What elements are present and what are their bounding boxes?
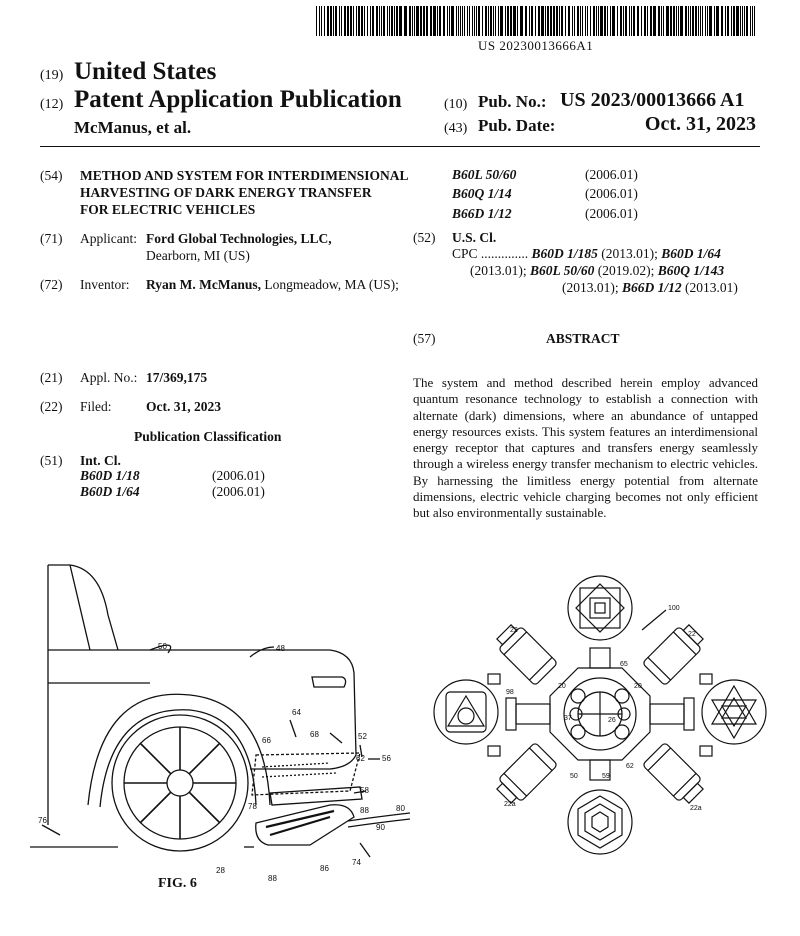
country: United States: [74, 58, 217, 85]
ref-label: 20: [558, 683, 566, 690]
ref-label: 20: [634, 683, 642, 690]
pub-class-heading: Publication Classification: [134, 429, 282, 444]
ref-label: 65: [620, 661, 628, 668]
ref-label: 58: [360, 786, 369, 795]
ref-label: 100: [668, 605, 680, 612]
cpc-year: (2013.01): [685, 280, 738, 295]
inid-51: (51): [40, 453, 63, 468]
doc-type: Patent Application Publication: [74, 86, 402, 113]
ref-label: 26: [608, 717, 616, 724]
ref-label: 50: [158, 642, 167, 651]
inid-22: (22): [40, 399, 63, 414]
ref-label: 52: [358, 732, 367, 741]
inid-43: (43): [444, 121, 468, 136]
inid-12: (12): [40, 97, 64, 112]
applicant-label: Applicant:: [80, 231, 137, 246]
ref-label: 98: [506, 689, 514, 696]
cylinder-bottom-left: [493, 742, 558, 807]
intcl-code: B60Q 1/14: [452, 186, 512, 201]
cpc-code: B60D 1/185: [531, 246, 598, 261]
inid-57: (57): [413, 331, 436, 346]
inid-21: (21): [40, 370, 63, 385]
inid-52: (52): [413, 230, 436, 245]
uscl-label: U.S. Cl.: [452, 230, 497, 245]
cpc-year: (2013.01);: [562, 280, 619, 295]
barcode: [316, 6, 756, 36]
inventor-label: Inventor:: [80, 277, 130, 292]
inid-54: (54): [40, 168, 63, 183]
ref-label: 80: [396, 804, 405, 813]
cylinder-top-right: [642, 621, 707, 686]
cpc-dots: ..............: [480, 246, 529, 261]
inventor-name: Ryan M. McManus,: [146, 277, 262, 292]
symbol-circle-right: [702, 680, 766, 744]
intcl-year: (2006.01): [585, 186, 638, 201]
ref-label: 37: [564, 715, 572, 722]
cpc-year: (2013.01);: [601, 246, 658, 261]
title-line: FOR ELECTRIC VEHICLES: [80, 202, 256, 217]
cpc-line-1: [452, 246, 758, 262]
pub-no: US 2023/00013666 A1: [560, 89, 745, 111]
intcl-year: (2006.01): [212, 468, 265, 483]
pub-date: Oct. 31, 2023: [644, 113, 756, 135]
abstract-heading: ABSTRACT: [546, 331, 620, 346]
intcl-code: B60D 1/18: [80, 468, 140, 483]
appl-label: Appl. No.:: [80, 370, 138, 385]
ref-label: 76: [38, 816, 47, 825]
cpc-year: (2019.02);: [597, 263, 655, 278]
intcl-code: B66D 1/12: [452, 206, 512, 221]
inid-10: (10): [444, 97, 468, 112]
cpc-line-3: [562, 280, 738, 296]
ref-label: 86: [320, 864, 329, 873]
ref-label: 88: [360, 806, 369, 815]
intcl-year: (2006.01): [585, 167, 638, 182]
symbol-circle-bottom: [568, 790, 632, 854]
inid-19: (19): [40, 68, 64, 83]
ref-label: 88: [268, 874, 277, 883]
pub-date-label: Pub. Date:: [478, 116, 556, 135]
title-line: METHOD AND SYSTEM FOR INTERDIMENSIONAL: [80, 168, 409, 183]
header-rule: [40, 146, 760, 147]
symbol-circle-top: [568, 576, 632, 640]
intcl-year: (2006.01): [585, 206, 638, 221]
ref-label: 48: [276, 644, 285, 653]
ref-label: 59: [602, 773, 610, 780]
title-line: HARVESTING OF DARK ENERGY TRANSFER: [80, 185, 372, 200]
ref-label: 78: [248, 802, 257, 811]
applicant-name: Ford Global Technologies, LLC,: [146, 231, 332, 246]
figure-car-charging: [30, 555, 420, 895]
ref-label: 28: [216, 866, 225, 875]
ref-label: 50: [570, 773, 578, 780]
ref-label: 66: [262, 736, 271, 745]
barcode-number: US 20230013666A1: [478, 38, 594, 53]
ref-label: 62: [356, 754, 365, 763]
symbol-circle-left: [434, 680, 498, 744]
cpc-code: B66D 1/12: [622, 280, 682, 295]
appl-no: 17/369,175: [146, 370, 208, 385]
inid-71: (71): [40, 231, 63, 246]
intcl-code: B60L 50/60: [452, 167, 517, 182]
inventors-short: McManus, et al.: [74, 118, 192, 137]
vehicle-receiver-pad: [270, 787, 362, 805]
cpc-year: (2013.01);: [470, 263, 527, 278]
ref-label: 22a: [504, 801, 516, 808]
applicant-city: Dearborn, MI (US): [146, 248, 250, 263]
intcl-year: (2006.01): [212, 484, 265, 499]
ref-label: 64: [292, 708, 301, 717]
ref-label: 62: [626, 763, 634, 770]
ref-label: 22a: [690, 805, 702, 812]
ref-label: 74: [352, 858, 361, 867]
intcl-code: B60D 1/64: [80, 484, 140, 499]
ref-label: 56: [382, 754, 391, 763]
cylinder-bottom-right: [642, 742, 707, 807]
cpc-line-2: [470, 263, 724, 279]
cylinder-top-left: [493, 621, 558, 686]
car-rear-body: [48, 650, 356, 769]
cpc-code: B60L 50/60: [530, 263, 595, 278]
tail-light: [312, 677, 346, 687]
cpc-code: B60D 1/64: [661, 246, 721, 261]
invention-title: [80, 167, 409, 218]
filed-label: Filed:: [80, 399, 112, 414]
ref-label: 90: [376, 823, 385, 832]
inventor-line: [146, 277, 399, 293]
ref-label: 68: [310, 730, 319, 739]
pub-no-label: Pub. No.:: [478, 92, 547, 111]
ref-label: 22: [510, 627, 518, 634]
intcl-label: Int. Cl.: [80, 453, 121, 468]
filed-date: Oct. 31, 2023: [146, 399, 221, 414]
cpc-label: CPC: [452, 246, 478, 261]
central-hub: [550, 668, 650, 760]
figure-caption: FIG. 6: [158, 876, 197, 891]
cpc-code: B60Q 1/143: [657, 263, 725, 278]
figure-energy-receptor: [430, 570, 770, 870]
inventor-location: Longmeadow, MA (US);: [264, 277, 399, 292]
inid-72: (72): [40, 277, 63, 292]
ref-label: 22: [688, 631, 696, 638]
abstract-text: The system and method described herein employ advanced quantum resonance technology to establish a connection with alternate (dark) dimensions, where an abundance of untapped energy resources exists. This system features an interdimensional energy receptor that captures and transfers energy seamlessly through a wireless energy transfer mechanism to electric vehicles. By harnessing the limitless energy potential from alternate dimensions, electric vehicle charging becomes not only efficient but also environmentally sustainable.: [413, 375, 758, 521]
car-pillar: [48, 565, 118, 650]
